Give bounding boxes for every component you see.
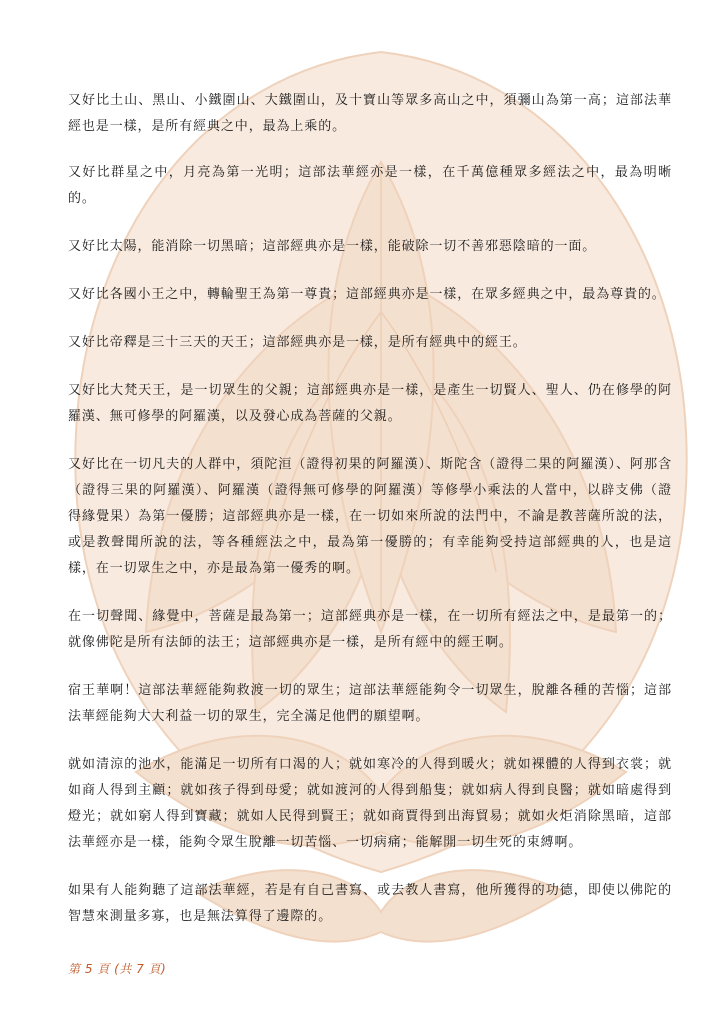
paragraph: 又好比各國小王之中，轉輪聖王為第一尊貴；這部經典亦是一樣，在眾多經典之中，最為尊貴的。 <box>68 287 666 302</box>
paragraph: 又好比土山、黑山、小鐵圍山、大鐵圍山，及十寶山等眾多高山之中，須彌山為第一高；這部法華經也是一樣，是所有經典之中，最為上乘的。 <box>68 93 672 134</box>
page-number-footer: 第 5 頁 (共 7 頁) <box>68 962 167 976</box>
document-body <box>68 88 672 952</box>
paragraph: 就如清涼的池水，能滿足一切所有口渴的人；就如寒冷的人得到暖火；就如裸體的人得到衣裳；就如商人得到主顧；就如孩子得到母愛；就如渡河的人得到船隻；就如病人得到良醫；就如暗處得到燈光；就如窮人得到寶藏；就如人民得到賢王；就如商賈得到出海貿易；就如火炬消除黑暗，這部法華經亦是一樣，能夠令眾生脫離一切苦惱、一切病痛；能解開一切生死的束縛啊。 <box>68 757 672 850</box>
paragraph: 如果有人能夠聽了這部法華經，若是有自己書寫、或去教人書寫，他所獲得的功德，即使以佛陀的智慧來測量多寡，也是無法算得了邊際的。 <box>68 883 672 924</box>
paragraph: 又好比大梵天王，是一切眾生的父親；這部經典亦是一樣，是產生一切賢人、聖人、仍在修學的阿羅漢、無可修學的阿羅漢，以及發心成為菩薩的父親。 <box>68 383 672 424</box>
paragraph: 宿王華啊！這部法華經能夠救渡一切的眾生；這部法華經能夠令一切眾生，脫離各種的苦惱；這部法華經能夠大大利益一切的眾生，完全滿足他們的願望啊。 <box>68 683 672 724</box>
paragraph: 又好比在一切凡夫的人群中，須陀洹（證得初果的阿羅漢）、斯陀含（證得二果的阿羅漢）、阿那含（證得三果的阿羅漢）、阿羅漢（證得無可修學的阿羅漢）等修學小乘法的人當中，以辟支佛（證得緣覺果）為第一優勝；這部經典亦是一樣，在一切如來所說的法門中，不論是教菩薩所說的法，或是教聲聞所說的法，等各種經法之中，最為第一優勝的；有幸能夠受持這部經典的人，也是這樣，在一切眾生之中，亦是最為第一優秀的啊。 <box>68 457 672 576</box>
paragraph: 又好比帝釋是三十三天的天王；這部經典亦是一樣，是所有經典中的經王。 <box>68 335 527 350</box>
paragraph: 又好比太陽，能消除一切黑暗；這部經典亦是一樣，能破除一切不善邪惡陰暗的一面。 <box>68 239 597 254</box>
paragraph: 在一切聲聞、緣覺中，菩薩是最為第一；這部經典亦是一樣，在一切所有經法之中，是最第一的；就像佛陀是所有法師的法王；這部經典亦是一樣，是所有經中的經王啊。 <box>68 609 672 650</box>
paragraph: 又好比群星之中，月亮為第一光明；這部法華經亦是一樣，在千萬億種眾多經法之中，最為明晰的。 <box>68 165 672 206</box>
